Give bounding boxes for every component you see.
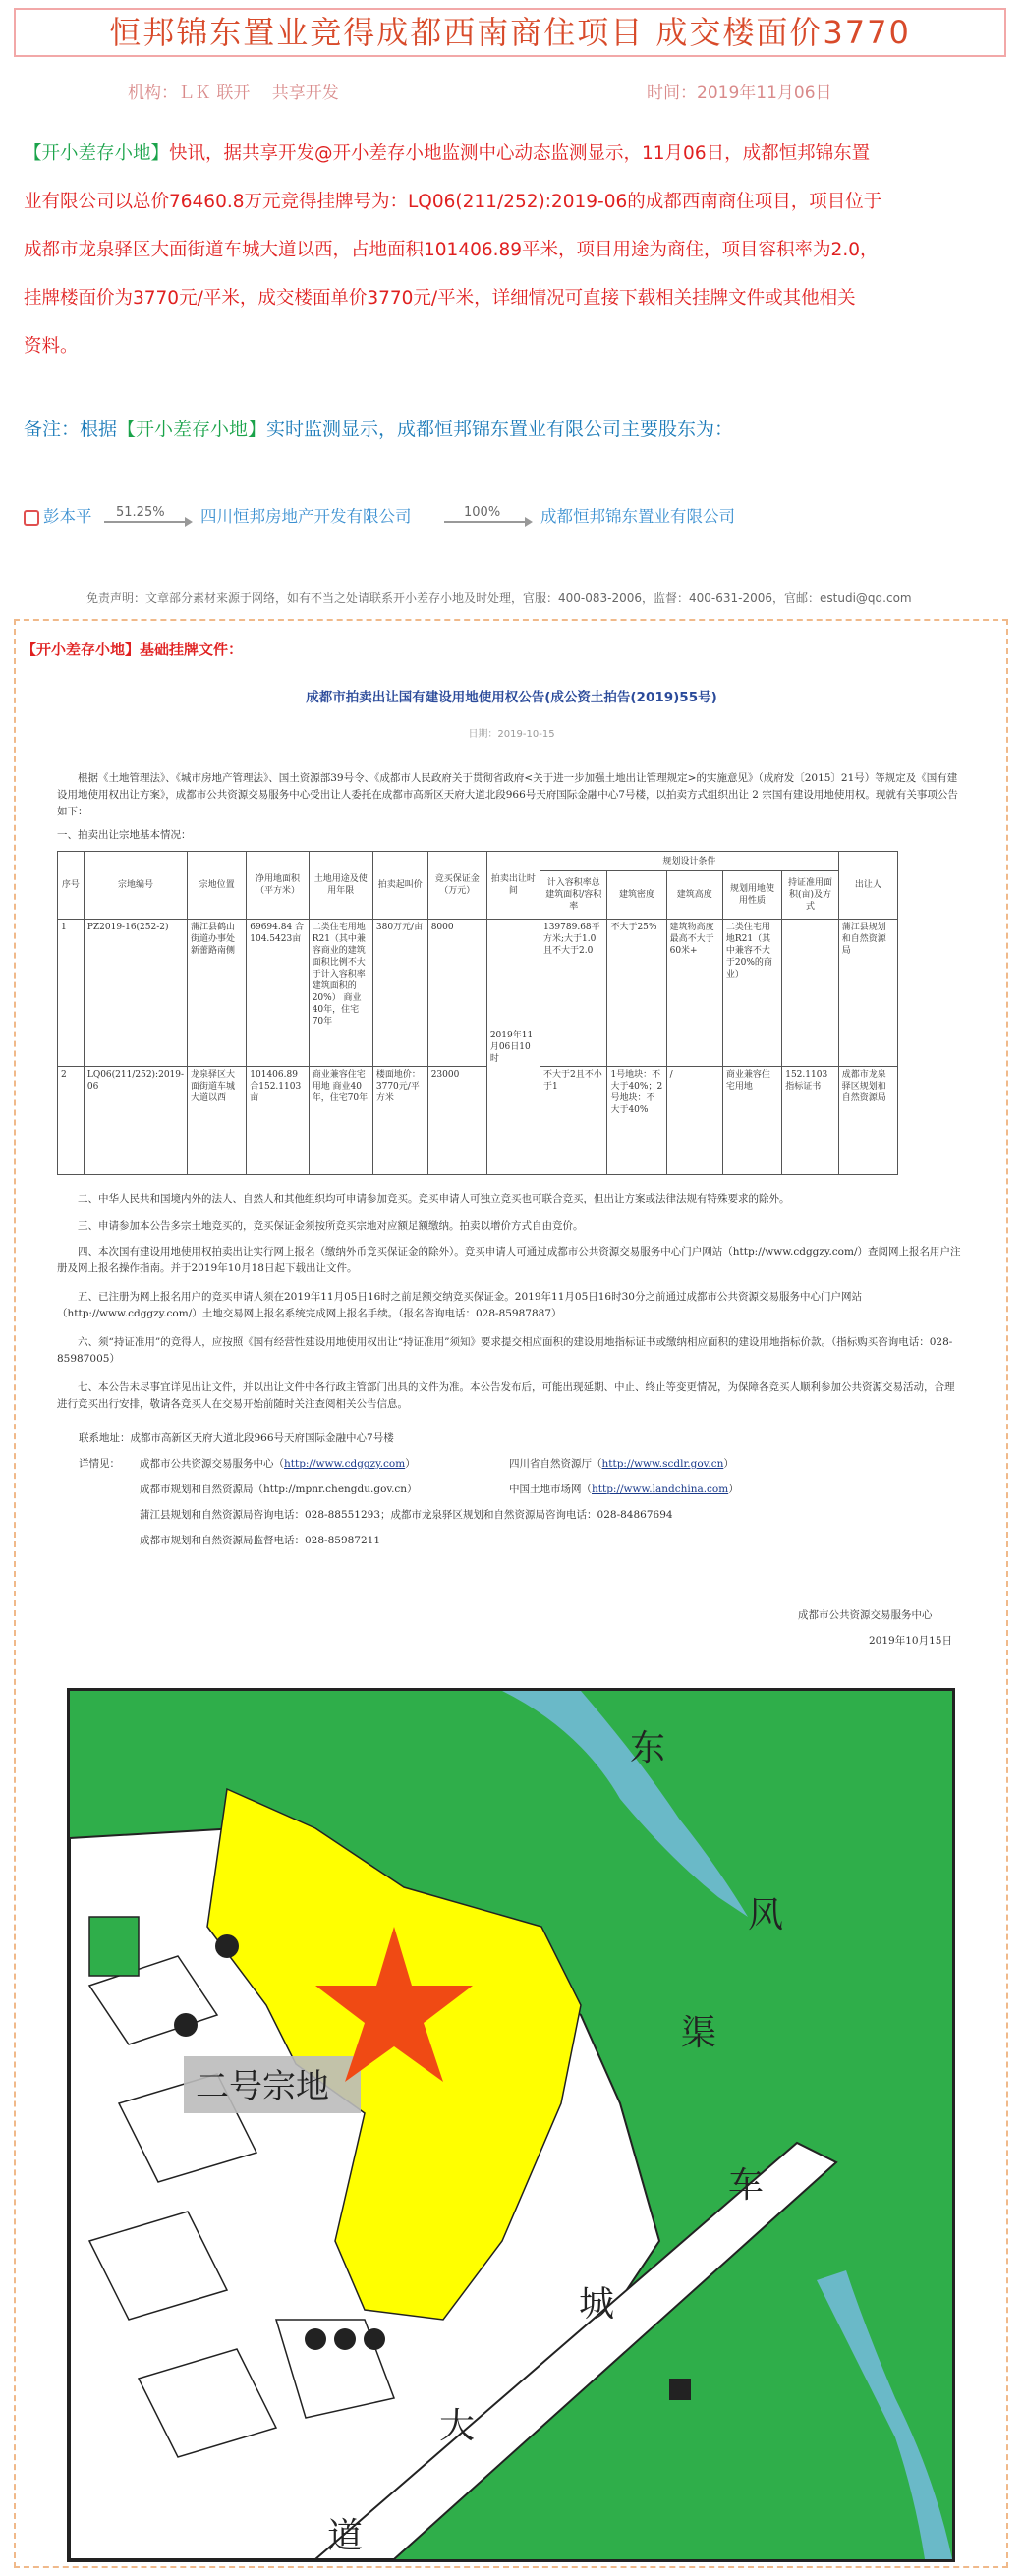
- land-table: [57, 851, 898, 1175]
- facility-icon: [364, 2328, 385, 2350]
- section-1-heading: 一、拍卖出让宗地基本情况：: [57, 829, 192, 841]
- time-label: 时间：2019年11月06日: [647, 84, 832, 103]
- person-node[interactable]: [24, 503, 92, 538]
- th-planuse: 规划用地使用性质: [722, 871, 781, 920]
- th-use: 土地用途及使用年限: [309, 852, 372, 920]
- company-node-2[interactable]: 成都恒邦锦东置业有限公司: [540, 507, 735, 526]
- contact-link-1[interactable]: 成都市公共资源交易服务中心（http://www.cdggzy.com）: [140, 1458, 416, 1470]
- pct-2: 100%: [464, 505, 501, 520]
- title-banner: [14, 8, 1006, 57]
- arrow-icon: [185, 517, 193, 527]
- th-plan: 规划设计条件: [540, 852, 838, 871]
- map-green-block: [89, 1917, 139, 1976]
- th-code: 宗地编号: [84, 852, 187, 920]
- sign-org: 成都市公共资源交易服务中心: [798, 1609, 933, 1621]
- item-5: 五、已注册为网上报名用户的竞买申请人须在2019年11月05日16时之前足额交纳竞买保证金。2019年11月05日16时30分之前通过成都市公共资源交易服务中心门户网站（http://www.cdggzy.com/）土地交易网上报名系统完成网上报名手续。（报名咨询电话：028-85987887）: [57, 1291, 862, 1319]
- th-seller: 出让人: [838, 852, 897, 920]
- person-icon: [24, 510, 39, 526]
- arrow-icon: [525, 517, 533, 527]
- map-label-qu: 渠: [681, 2013, 717, 2053]
- map-label-feng: 风: [748, 1895, 784, 1935]
- th-seq: 序号: [58, 852, 85, 920]
- map-label-che: 车: [728, 2165, 765, 2206]
- item-7: 七、本公告未尽事宜详见出让文件，并以出让文件中各行政主管部门出具的文件为准。本公告发布后，可能出现延期、中止、终止等变更情况，为保障各竞买人顺利参加公共资源交易活动，合理进行竞买出行安排，敬请各竞买人在交易开始前随时关注查阅相关公告信息。: [57, 1381, 955, 1410]
- plot-label: 二号宗地: [196, 2067, 329, 2106]
- article-line-4: 挂牌楼面价为3770元/平米，成交楼面单价3770元/平米，详细情况可直接下载相关挂牌文件或其他相关: [24, 288, 856, 308]
- notice-date: 日期：2019-10-15: [468, 729, 555, 740]
- map-label-cheng: 城: [579, 2284, 615, 2324]
- item-4: 四、本次国有建设用地使用权拍卖出让实行网上报名（缴纳外币竞买保证金的除外）。竞买申请人可通过成都市公共资源交易服务中心门户网站（http://www.cdggzy.com/）查阅网上报名用户注册及网上报名操作指南。并于2019年10月18日起下载出让文件。: [57, 1246, 961, 1274]
- th-deposit: 竞买保证金（万元）: [427, 852, 486, 920]
- item-6: 六、须“持证准用”的竞得人，应按照《国有经营性建设用地使用权出让“持证准用”须知》要求提交相应面积的建设用地指标证书或缴纳相应面积的建设用地指标价款。（指标购买咨询电话：028-85987005）: [57, 1336, 953, 1365]
- article-line-2: 业有限公司以总价76460.8万元竞得挂牌号为：LQ06(211/252):2019-06的成都西南商住项目，项目位于: [24, 192, 882, 212]
- item-2: 二、中华人民共和国境内外的法人、自然人和其他组织均可申请参加竞买。竞买申请人可独立竞买也可联合竞买，但出让方案或法律法规有特殊要求的除外。: [78, 1193, 790, 1204]
- document-heading: 【开小差存小地】基础挂牌文件：: [22, 641, 244, 658]
- table-row: 1 PZ2019-16(252-2) 蒲江县鹤山街道办事处新蕾路南侧 69694.84 合104.5423亩 二类住宅用地R21（其中兼容商业的建筑面积比例不大于计入容积率建筑面积的20%） 商业40年，住宅70年 380万元/亩 8000 2019年11月06日10时 139789.68平方米;大于1.0且不大于2.0 不大于25% 建筑物高度最高不大于60米+ 二类住宅用地R21（其中兼容不大于20%的商业） 蒲江县规划和自然资源局: [58, 920, 898, 1067]
- article-line-5: 资料。: [24, 336, 79, 357]
- facility-icon: [174, 2013, 198, 2037]
- facility-icon: [215, 1934, 239, 1958]
- site-map: [67, 1688, 955, 2562]
- site-map-svg: [70, 1691, 952, 2559]
- company-node-1[interactable]: 四川恒邦房地产开发有限公司: [200, 507, 412, 526]
- notice-title: 成都市拍卖出让国有建设用地使用权公告(成公资土拍告(2019)55号): [306, 690, 717, 705]
- th-loc: 宗地位置: [188, 852, 247, 920]
- disclaimer: 免责声明：文章部分素材来源于网络，如有不当之处请联系开小差存小地及时处理，官服：400-083-2006，监督：400-631-2006，官邮：estudi@qq.com: [86, 591, 912, 605]
- pct-1: 51.25%: [116, 505, 165, 520]
- contact-supervision: 成都市规划和自然资源局监督电话：028-85987211: [140, 1535, 381, 1546]
- th-area: 净用地面积（平方米）: [247, 852, 309, 920]
- map-label-dao: 道: [327, 2516, 364, 2556]
- facility-icon: [669, 2379, 691, 2400]
- contact-link-2[interactable]: 四川省自然资源厅（http://www.scdlr.gov.cn）: [509, 1458, 734, 1470]
- article-line-1: 【开小差存小地】快讯，据共享开发@开小差存小地监测中心动态监测显示，11月06日，成都恒邦锦东置: [24, 143, 871, 164]
- th-far: 计入容积率总建筑面积/容积率: [540, 871, 606, 920]
- th-density: 建筑密度: [607, 871, 666, 920]
- article-line-3: 成都市龙泉驿区大面街道车城大道以西，占地面积101406.89平米，项目用途为商住，项目容积率为2.0，: [24, 240, 879, 260]
- agency-label: 机构：ＬＫ 联开 共享开发: [128, 84, 339, 103]
- contact-address: 联系地址：成都市高新区天府大道北段966号天府国际金融中心7号楼: [79, 1432, 394, 1444]
- facility-icon: [305, 2328, 326, 2350]
- link-line-2: [444, 521, 525, 523]
- map-label-dong: 东: [630, 1728, 666, 1768]
- brand-tag: 【开小差存小地】: [24, 143, 170, 164]
- sign-date: 2019年10月15日: [869, 1635, 952, 1647]
- table-row: 2 LQ06(211/252):2019-06 龙泉驿区大面街道车城大道以西 101406.89 合152.1103亩 商业兼容住宅用地 商业40年，住宅70年 楼面地价：3770元/平方米 23000 不大于2且不小于1 1号地块：不大于40%；2号地块：不大于40% / 商业兼容住宅用地 152.1103 指标证书 成都市龙泉驿区规划和自然资源局: [58, 1067, 898, 1175]
- th-cert: 持证准用面积(亩)及方式: [782, 871, 838, 920]
- facility-icon: [334, 2328, 356, 2350]
- contact-link-3[interactable]: 成都市规划和自然资源局（http://mpnr.chengdu.gov.cn）: [140, 1484, 418, 1495]
- item-3: 三、申请参加本公告多宗土地竞买的，竞买保证金须按所竞买宗地对应额足额缴纳。拍卖以增价方式自由竞价。: [78, 1220, 584, 1232]
- person-name: 彭本平: [43, 507, 92, 526]
- shareholder-note: 备注：根据【开小差存小地】实时监测显示，成都恒邦锦东置业有限公司主要股东为：: [24, 419, 734, 440]
- th-time: 拍卖出让时间: [486, 852, 540, 920]
- th-height: 建筑高度: [666, 871, 722, 920]
- notice-intro: 根据《土地管理法》、《城市房地产管理法》、国土资源部39号令、《成都市人民政府关于贯彻省政府<关于进一步加强土地出让管理规定>的实施意见》（成府发〔2015〕21号）等规定及《国有建设用地使用权出让方案》，成都市公共资源交易服务中心受出让人委托在成都市高新区天府大道北段966号天府国际金融中心7号楼，以拍卖方式组织出让 2 宗国有建设用地使用权。现就有关事项公告如下：: [57, 772, 958, 817]
- map-label-da: 大: [439, 2406, 476, 2446]
- page-title: 恒邦锦东置业竞得成都西南商住项目 成交楼面价3770: [109, 14, 911, 51]
- contact-detail-label: 详情见：: [79, 1458, 120, 1470]
- contact-phones: 蒲江县规划和自然资源局咨询电话：028-88551293；成都市龙泉驿区规划和自然资源局咨询电话：028-84867694: [140, 1509, 673, 1521]
- link-line-1: [104, 521, 185, 523]
- contact-link-4[interactable]: 中国土地市场网（http://www.landchina.com）: [509, 1484, 739, 1495]
- th-start: 拍卖起叫价: [372, 852, 427, 920]
